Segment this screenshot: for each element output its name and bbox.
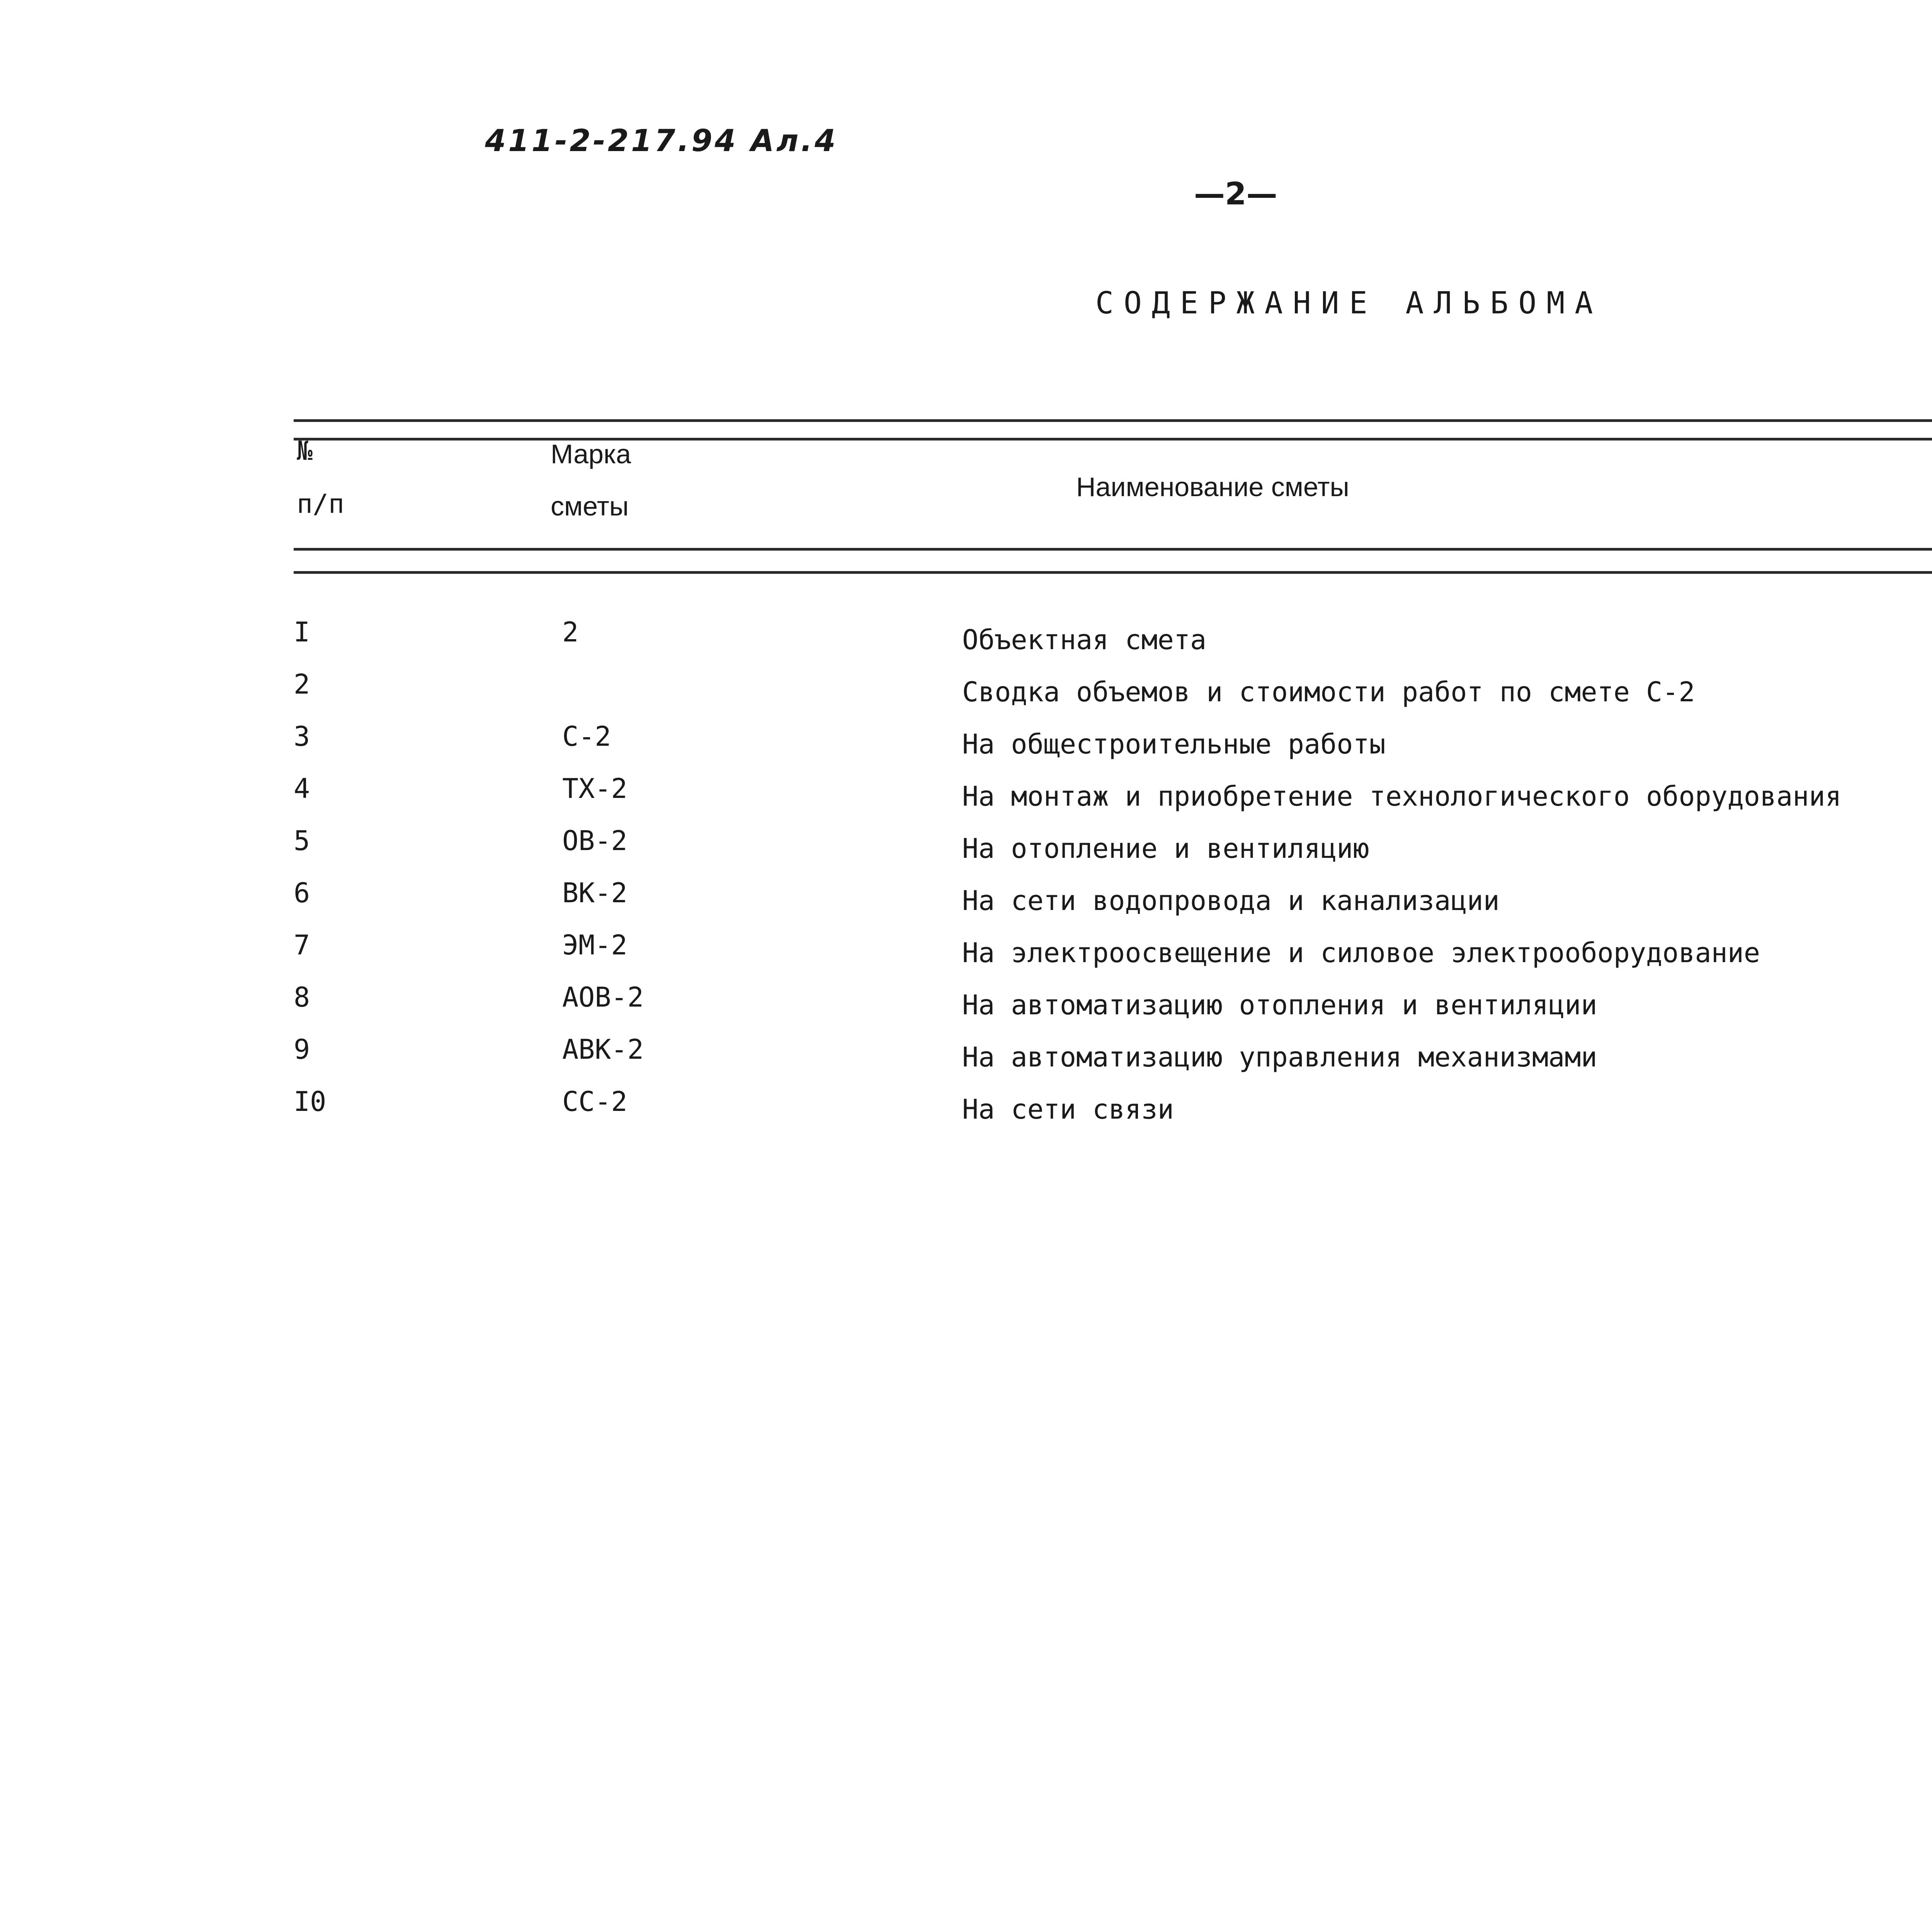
table-row [0, 1034, 1932, 1084]
table-row [0, 929, 1932, 980]
row-mark: ВК-2 [562, 877, 628, 909]
page-number: —2— [1194, 176, 1277, 212]
column-header-number-sub: п/п [297, 489, 344, 519]
row-number: 6 [294, 877, 310, 909]
table-top-rule-second [294, 438, 1932, 440]
row-number: I0 [294, 1086, 327, 1117]
table-row [0, 1086, 1932, 1136]
table-row [0, 773, 1932, 823]
row-name: На сети связи [962, 1094, 1174, 1125]
row-number: 5 [294, 825, 310, 857]
row-name: На электроосвещение и силовое электрооборудование [962, 937, 1760, 969]
column-header-mark: Марка [551, 439, 631, 469]
row-name: На автоматизацию отопления и вентиляции [962, 989, 1597, 1021]
column-header-number: № [297, 436, 313, 466]
row-number: 8 [294, 981, 310, 1013]
row-mark: АОВ-2 [562, 981, 644, 1013]
row-mark: 2 [562, 616, 579, 648]
album-title: СОДЕРЖАНИЕ АЛЬБОМА [1095, 286, 1603, 321]
row-mark: С-2 [562, 721, 611, 752]
row-name: Объектная смета [962, 624, 1207, 656]
row-name: На сети водопровода и канализации [962, 885, 1500, 917]
table-row [0, 825, 1932, 875]
table-row [0, 981, 1932, 1032]
header-bottom-rule-second [294, 571, 1932, 574]
row-number: 9 [294, 1034, 310, 1065]
row-number: 2 [294, 668, 310, 700]
header-bottom-rule [294, 548, 1932, 551]
table-top-rule [294, 419, 1932, 422]
row-name: На автоматизацию управления механизмами [962, 1041, 1597, 1073]
table-row [0, 877, 1932, 927]
row-number: I [294, 616, 310, 648]
row-mark: ОВ-2 [562, 825, 628, 857]
row-name: На монтаж и приобретение технологического оборудования [962, 781, 1842, 812]
document-code: 411-2-217.94 Ал.4 [485, 124, 838, 158]
row-name: Сводка объемов и стоимости работ по смете С-2 [962, 676, 1695, 708]
row-mark: ЭМ-2 [562, 929, 628, 961]
column-header-mark-sub: сметы [551, 491, 629, 521]
table-row [0, 721, 1932, 771]
row-mark: АВК-2 [562, 1034, 644, 1065]
row-mark: ТХ-2 [562, 773, 628, 804]
table-row [0, 668, 1932, 719]
table-row [0, 616, 1932, 667]
row-name: На отопление и вентиляцию [962, 833, 1369, 864]
column-header-name: Наименование сметы [1076, 472, 1349, 502]
row-number: 7 [294, 929, 310, 961]
row-number: 4 [294, 773, 310, 804]
row-number: 3 [294, 721, 310, 752]
row-name: На общестроительные работы [962, 728, 1386, 760]
row-mark: СС-2 [562, 1086, 628, 1117]
